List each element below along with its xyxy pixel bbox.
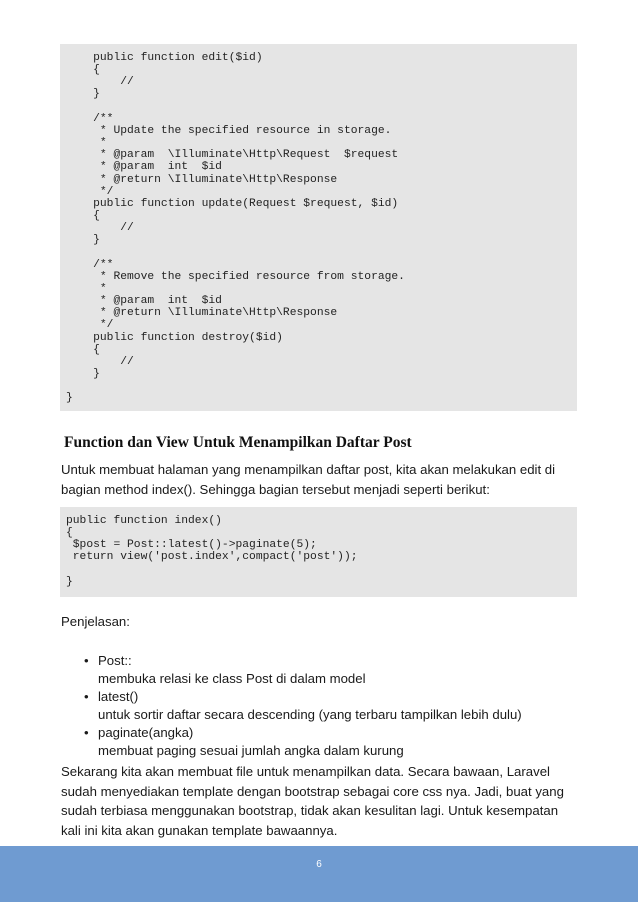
bullet-icon: • — [84, 725, 89, 740]
bullet-icon: • — [84, 653, 89, 668]
page-number: 6 — [316, 859, 322, 870]
list-item — [80, 724, 522, 760]
item-term: Post:: — [98, 653, 132, 668]
item-term: latest() — [98, 689, 139, 704]
item-description: membuka relasi ke class Post di dalam model — [98, 671, 366, 686]
code-block-controller-methods — [60, 44, 577, 411]
explanation-label: Penjelasan: — [61, 614, 130, 629]
bullet-icon: • — [84, 689, 89, 704]
code-block-index-method — [60, 507, 577, 597]
item-term: paginate(angka) — [98, 725, 194, 740]
list-item — [80, 688, 522, 724]
intro-paragraph: Untuk membuat halaman yang menampilkan daftar post, kita akan melakukan edit di bagian method index(). Sehingga bagian tersebut menjadi seperti berikut: — [61, 462, 556, 497]
explanation-list — [80, 652, 522, 760]
item-description: untuk sortir daftar secara descending (yang terbaru tampilkan lebih dulu) — [98, 707, 522, 722]
code-text: public function edit($id) { // } /** * Update the specified resource in storage. * * @param \Illuminate\Http\Request $request * @param int $id * @return \Illuminate\Http\Response */ public function update(Request $request, $id) { // } /** * Remove the specified resource from storage. * * @param int $id * @return \Illuminate\Http\Response */ public function destroy($id) { // } } — [66, 52, 405, 405]
closing-paragraph: Sekarang kita akan membuat file untuk menampilkan data. Secara bawaan, Laravel sudah menyediakan template dengan bootstrap sebagai core css nya. Jadi, buat yang sudah terbiasa menggunakan bootstrap, tidak akan kesulitan lagi. Untuk kesempatan kali ini kita akan gunakan template bawaannya. — [61, 764, 564, 838]
list-item — [80, 652, 522, 688]
item-description: membuat paging sesuai jumlah angka dalam kurung — [98, 743, 404, 758]
code-text: public function index() { $post = Post::latest()->paginate(5); return view('post.index',compact('post')); } — [66, 515, 358, 588]
page-footer — [0, 846, 638, 902]
section-heading: Function dan View Untuk Menampilkan Daftar Post — [64, 434, 412, 451]
